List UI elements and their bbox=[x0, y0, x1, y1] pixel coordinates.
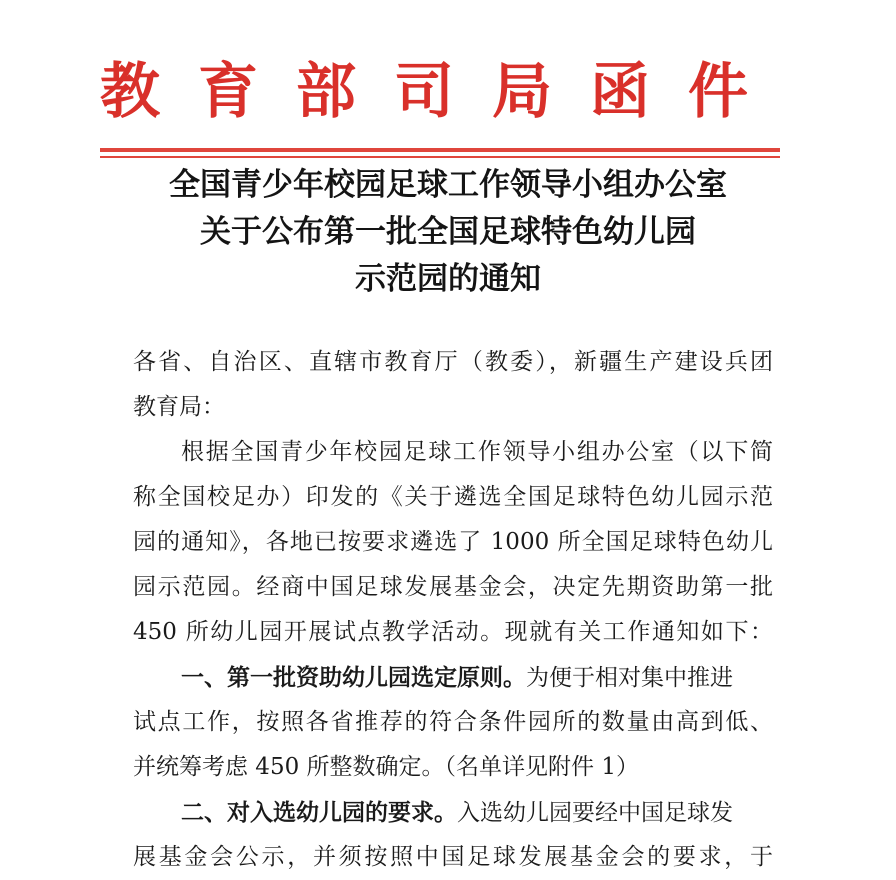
paragraph-line: 园的通知》，各地已按要求遴选了 1000 所全国足球特色幼儿 bbox=[133, 529, 773, 555]
paragraph-line: 并统筹考虑 450 所整数确定。（名单详见附件 1） bbox=[133, 754, 639, 780]
section-2-heading: 二、对入选幼儿园的要求。 bbox=[181, 799, 457, 826]
notice-title bbox=[100, 162, 796, 303]
section-1-heading: 一、第一批资助幼儿园选定原则。 bbox=[181, 664, 526, 691]
section-2-text: 入选幼儿园要经中国足球发 bbox=[457, 800, 733, 826]
paragraph-line: 园示范园。经商中国足球发展基金会，决定先期资助第一批 bbox=[133, 574, 773, 600]
salutation-line-2: 教育局： bbox=[133, 394, 225, 420]
title-line-3: 示范园的通知 bbox=[355, 261, 541, 297]
paragraph-line: 称全国校足办）印发的《关于遴选全国足球特色幼儿园示范 bbox=[133, 484, 773, 510]
salutation-line-1: 各省、自治区、直辖市教育厅（教委），新疆生产建设兵团 bbox=[133, 349, 773, 375]
notice-body bbox=[133, 340, 773, 880]
paragraph-line: 展基金会公示，并须按照中国足球发展基金会的要求，于 bbox=[133, 844, 773, 870]
section-2-line bbox=[133, 790, 773, 835]
letterhead-rule-thick bbox=[100, 148, 780, 152]
title-line-1: 全国青少年校园足球工作领导小组办公室 bbox=[169, 167, 727, 203]
section-1-text: 为便于相对集中推进 bbox=[526, 665, 733, 691]
title-line-2: 关于公布第一批全国足球特色幼儿园 bbox=[200, 214, 696, 250]
letterhead-title: 教育部司局函件 bbox=[100, 57, 786, 127]
letterhead-rule-thin bbox=[100, 156, 780, 158]
paragraph-line: 根据全国青少年校园足球工作领导小组办公室（以下简 bbox=[181, 439, 773, 465]
paragraph-line: 450 所幼儿园开展试点教学活动。现就有关工作通知如下： bbox=[133, 619, 773, 645]
paragraph-line: 试点工作，按照各省推荐的符合条件园所的数量由高到低、 bbox=[133, 709, 773, 735]
section-1-line bbox=[133, 655, 773, 700]
